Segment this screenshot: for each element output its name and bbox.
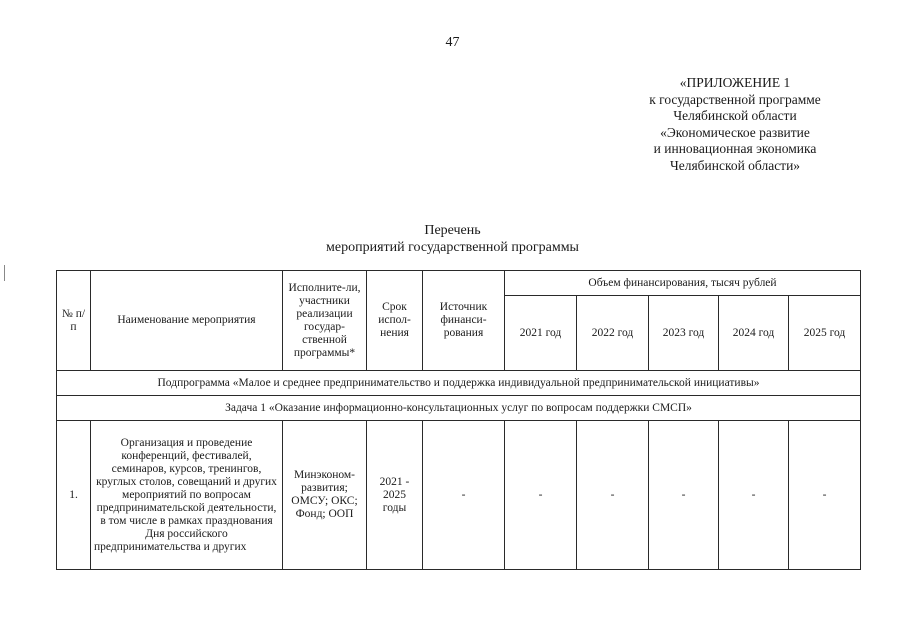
row-term: 2021 - 2025 годы xyxy=(367,421,423,570)
annex-line: и инновационная экономика xyxy=(653,141,817,156)
row-source: - xyxy=(423,421,505,570)
row-executors: Минэконом-развития; ОМСУ; ОКС; Фонд; ООП xyxy=(283,421,367,570)
task-row xyxy=(57,396,861,421)
header-funding: Объем финансирования, тысяч рублей xyxy=(505,271,861,296)
header-executors: Исполните-ли, участники реализации государ-ственной программы* xyxy=(283,271,367,371)
subprogram-title: Подпрограмма «Малое и среднее предпринимательство и поддержка индивидуальной предпринимательской инициативы» xyxy=(57,371,861,396)
row-number: 1. xyxy=(57,421,91,570)
header-name: Наименование мероприятия xyxy=(91,271,283,371)
subprogram-row xyxy=(57,371,861,396)
header-row xyxy=(57,271,861,296)
annex-line: «ПРИЛОЖЕНИЕ 1 xyxy=(679,75,791,90)
annex-line: Челябинской области» xyxy=(669,157,801,173)
row-value-2023: - xyxy=(649,421,719,570)
row-value-2024: - xyxy=(719,421,789,570)
annex-line: к государственной программе xyxy=(649,91,821,107)
header-year: 2021 год xyxy=(505,296,577,371)
header-term: Срок испол-нения xyxy=(367,271,423,371)
header-year: 2023 год xyxy=(649,296,719,371)
row-name: Организация и проведение конференций, фестивалей, семинаров, курсов, тренингов, круглых столов, совещаний и других мероприятий по вопросам предпринимательской деятельности, в том числе в рамках празднования Дня российского предпринимательства и других xyxy=(91,421,283,570)
header-source: Источник финанси-рования xyxy=(423,271,505,371)
table-row xyxy=(57,421,861,570)
row-value-2021: - xyxy=(505,421,577,570)
annex-line: «Экономическое развитие xyxy=(660,124,810,140)
row-value-2025: - xyxy=(789,421,861,570)
annex-line: Челябинской области xyxy=(673,108,797,123)
margin-mark xyxy=(4,265,5,281)
title-line-2: мероприятий государственной программы xyxy=(326,240,579,255)
header-number: № п/п xyxy=(57,271,91,371)
header-year: 2022 год xyxy=(577,296,649,371)
header-year: 2025 год xyxy=(789,296,861,371)
page-number: 47 xyxy=(445,35,460,50)
row-value-2022: - xyxy=(577,421,649,570)
annex-header xyxy=(600,75,870,174)
document-title xyxy=(0,222,905,256)
header-year: 2024 год xyxy=(719,296,789,371)
title-line-1: Перечень xyxy=(424,223,481,238)
activities-table xyxy=(56,270,861,570)
task-title: Задача 1 «Оказание информационно-консультационных услуг по вопросам поддержки СМСП» xyxy=(57,396,861,421)
